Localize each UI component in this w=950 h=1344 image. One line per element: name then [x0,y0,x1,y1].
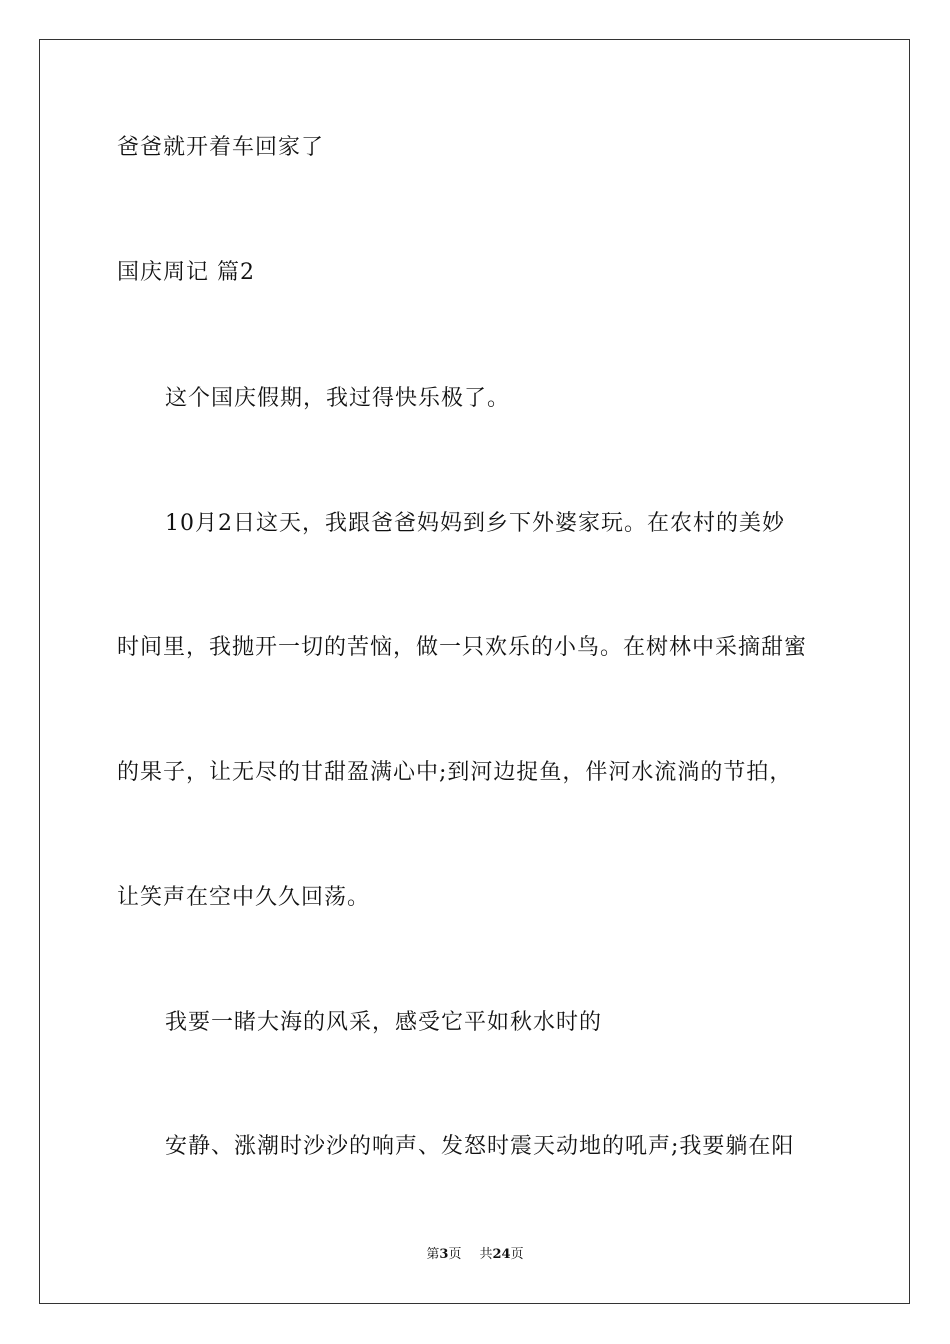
page-footer [0,1246,950,1264]
footer-page-suffix: 页 [448,1247,462,1262]
text-line-6: 的果子，让无尽的甘甜盈满心中;到河边捉鱼，伴河水流淌的节拍， [117,760,793,785]
text-line-8: 我要一睹大海的风采，感受它平如秋水时的 [165,1010,603,1035]
text-line-9: 安静、涨潮时沙沙的响声、发怒时震天动地的吼声;我要躺在阳 [165,1134,795,1159]
footer-total-prefix: 共 [479,1247,493,1262]
text-line-7: 让笑声在空中久久回荡。 [117,885,371,910]
page-frame [39,39,910,1304]
section-heading: 国庆周记 篇2 [117,260,255,285]
footer-page-prefix: 第 [426,1247,440,1262]
text-line-3: 这个国庆假期，我过得快乐极了。 [165,386,511,411]
footer-total-suffix: 页 [510,1247,524,1262]
text-line-4: 10月2日这天，我跟爸爸妈妈到乡下外婆家玩。在农村的美妙 [165,511,785,536]
text-line-5: 时间里，我抛开一切的苦恼，做一只欢乐的小鸟。在树林中采摘甜蜜 [117,635,808,660]
footer-page-total: 24 [492,1247,511,1262]
footer-page-current: 3 [439,1247,449,1262]
text-line-1: 爸爸就开着车回家了 [117,135,325,160]
